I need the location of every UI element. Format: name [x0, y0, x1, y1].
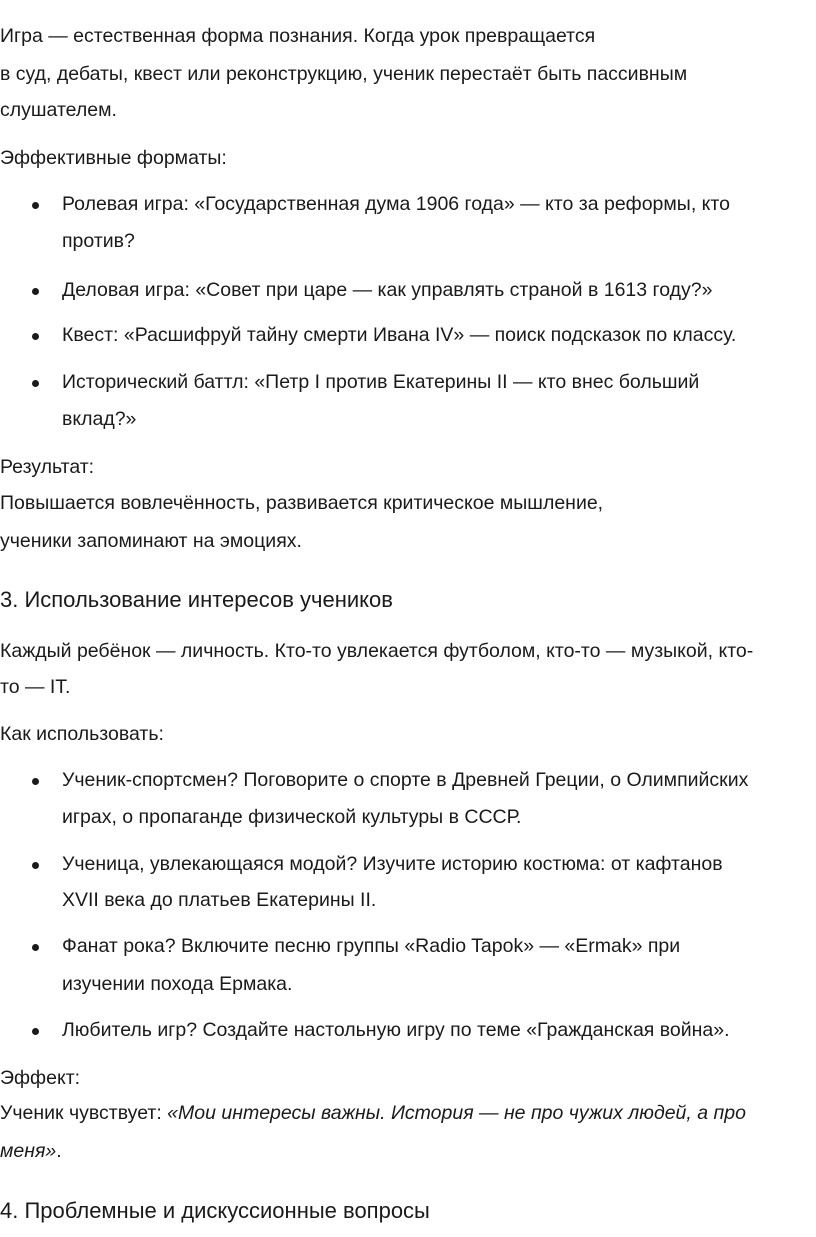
result-line-1: Повышается вовлечённость, развивается критическое мышление, [0, 492, 604, 514]
bullet-dot-icon [32, 380, 39, 387]
interests-item-3-line-2: изучении похода Ермака. [62, 973, 293, 995]
effect-quote-line-1: «Мои интересы важны. История — не про чужих людей, а про [167, 1102, 746, 1124]
bullet-dot-icon [32, 288, 39, 295]
bullet-dot-icon [32, 202, 39, 209]
section-3-para-line-2: то — IT. [0, 676, 71, 698]
bullet-dot-icon [32, 778, 39, 785]
interests-item-1-line-1: Ученик-спортсмен? Поговорите о спорте в Древней Греции, о Олимпийских [62, 769, 749, 791]
effect-prefix: Ученик чувствует: [0, 1102, 168, 1124]
section-3-title: 3. Использование интересов учеников [0, 587, 393, 612]
interests-item-1-line-2: играх, о пропаганде физической культуры в СССР. [62, 806, 522, 828]
result-line-2: ученики запоминают на эмоциях. [0, 530, 302, 552]
formats-item-1-line-2: против? [62, 230, 135, 252]
effect-line-2 [0, 1139, 62, 1163]
formats-item-2-line-1: Деловая игра: «Совет при царе — как управлять страной в 1613 году?» [62, 279, 713, 301]
formats-item-4-line-1: Исторический баттл: «Петр I против Екатерины II — кто внес больший [62, 371, 700, 393]
formats-item-4-line-2: вклад?» [62, 408, 137, 430]
interests-item-4-line-1: Любитель игр? Создайте настольную игру по теме «Гражданская война». [62, 1019, 730, 1041]
intro-line-2: в суд, дебаты, квест или реконструкцию, ученик перестаёт быть пассивным [0, 63, 688, 85]
bullet-dot-icon [32, 333, 39, 340]
effect-label: Эффект: [0, 1067, 81, 1089]
interests-item-2-line-1: Ученица, увлекающаяся модой? Изучите историю костюма: от кафтанов [62, 853, 723, 875]
result-label: Результат: [0, 456, 95, 478]
bullet-dot-icon [32, 1028, 39, 1035]
effect-end: . [56, 1140, 62, 1162]
effect-line-1 [0, 1101, 746, 1125]
bullet-dot-icon [32, 944, 39, 951]
interests-item-2-line-2: XVII века до платьев Екатерины II. [62, 889, 377, 911]
interests-item-3-line-1: Фанат рока? Включите песню группы «Radio Tapok» — «Ermak» при [62, 935, 681, 957]
effect-quote-line-2: меня» [0, 1140, 57, 1162]
intro-line-3: слушателем. [0, 99, 117, 121]
formats-item-1-line-1: Ролевая игра: «Государственная дума 1906 года» — кто за реформы, кто [62, 193, 730, 215]
section-4-title: 4. Проблемные и дискуссионные вопросы [0, 1198, 430, 1223]
formats-item-3-line-1: Квест: «Расшифруй тайну смерти Ивана IV» — поиск подсказок по классу. [62, 324, 737, 346]
bullet-dot-icon [32, 862, 39, 869]
section-3-para-line-1: Каждый ребёнок — личность. Кто-то увлекается футболом, кто-то — музыкой, кто- [0, 640, 754, 662]
how-to-use-label: Как использовать: [0, 723, 164, 745]
intro-line-1: Игра — естественная форма познания. Когда урок превращается [0, 25, 596, 47]
formats-heading: Эффективные форматы: [0, 147, 227, 169]
